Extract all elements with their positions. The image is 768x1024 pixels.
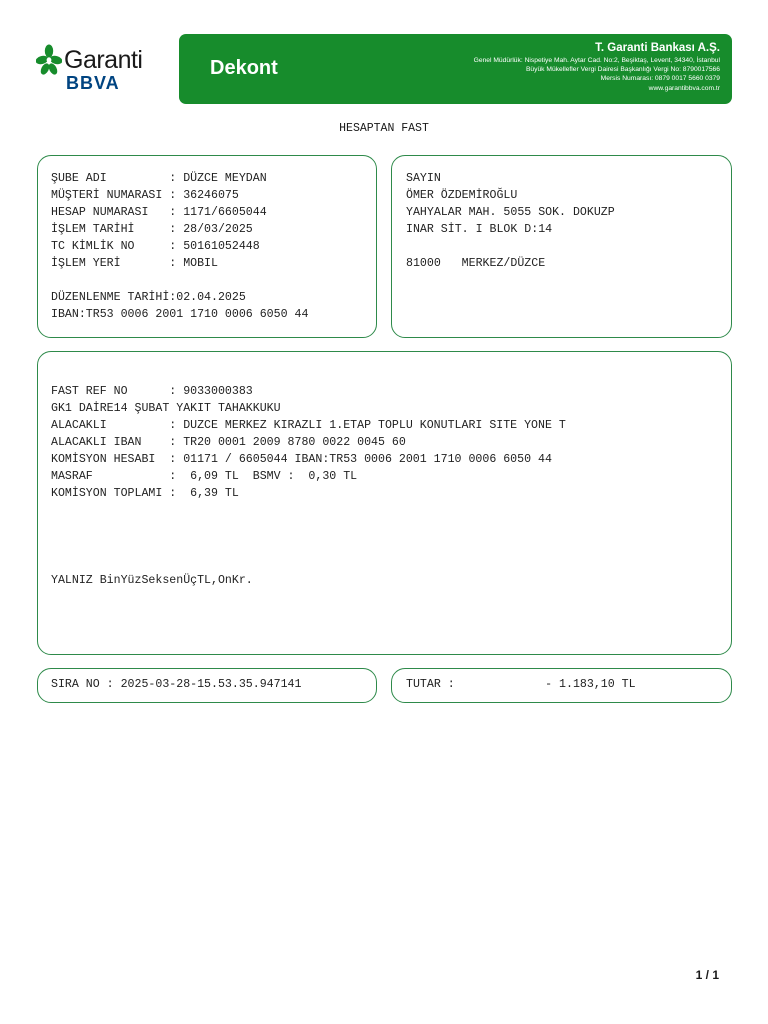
bank-info bbox=[474, 42, 720, 93]
branch-info-text: ŞUBE ADI : DÜZCE MEYDAN MÜŞTERİ NUMARASI : 36246075 HESAP NUMARASI : 1171/6605044 İŞLEM TARİHİ : 28/03/2025 TC KİMLİK NO : 50161052448 İŞLEM YERİ : MOBIL DÜZENLENME TARİHİ:02.04.2025 IBAN:TR53 0006 2001 1710 0006 6050 44 bbox=[51, 172, 309, 321]
transaction-details-text: FAST REF NO : 9033000383 GK1 DAİRE14 ŞUBAT YAKIT TAHAKKUKU ALACAKLI : DUZCE MERKEZ KIRAZLI 1.ETAP TOPLU KONUTLARI SITE YONE T ALACAKLI IBAN : TR20 0001 2009 8780 0022 0045 60 KOMİSYON HESABI : 01171 / 6605044 IBAN:TR53 0006 2001 1710 0006 6050 44 MASRAF : 6,09 TL BSMV : 0,30 TL KOMİSYON TOPLAMI : 6,39 TL bbox=[51, 385, 566, 500]
logo-sub-brand-text: BBVA bbox=[66, 73, 120, 93]
banner-title: Dekont bbox=[210, 57, 278, 79]
customer-address-text: SAYIN ÖMER ÖZDEMİROĞLU YAHYALAR MAH. 5055 SOK. DOKUZP INAR SİT. I BLOK D:14 81000 MERKEZ/DÜZCE bbox=[406, 172, 615, 270]
sequence-number: SIRA NO : 2025-03-28-15.53.35.947141 bbox=[51, 678, 302, 691]
clover-logo-icon bbox=[36, 44, 62, 78]
transaction-details-box bbox=[37, 351, 732, 655]
total-amount: TUTAR : - 1.183,10 TL bbox=[406, 678, 636, 691]
bank-name: T. Garanti Bankası A.Ş. bbox=[595, 42, 720, 54]
branch-info-box bbox=[37, 155, 377, 338]
logo-brand-text: Garanti bbox=[64, 46, 143, 74]
garanti-bbva-logo bbox=[36, 44, 156, 94]
header-banner bbox=[179, 34, 732, 104]
bank-website: www.garantibbva.com.tr bbox=[648, 84, 720, 92]
document-heading: HESAPTAN FAST bbox=[339, 122, 429, 135]
total-amount-box bbox=[391, 668, 732, 703]
customer-address-box bbox=[391, 155, 732, 338]
bank-mersis: Mersis Numarası: 0879 0017 5660 0379 bbox=[600, 75, 720, 83]
sequence-number-box bbox=[37, 668, 377, 703]
page-number: 1 / 1 bbox=[695, 968, 719, 982]
amount-in-words: YALNIZ BinYüzSeksenÜçTL,OnKr. bbox=[51, 574, 253, 587]
bank-address: Genel Müdürlük: Nispetiye Mah. Aytar Cad. No:2, Beşiktaş, Levent, 34340, İstanbul bbox=[473, 57, 720, 64]
bank-tax-office: Büyük Mükellefler Vergi Dairesi Başkanlığı Vergi No: 8790017566 bbox=[525, 66, 720, 74]
